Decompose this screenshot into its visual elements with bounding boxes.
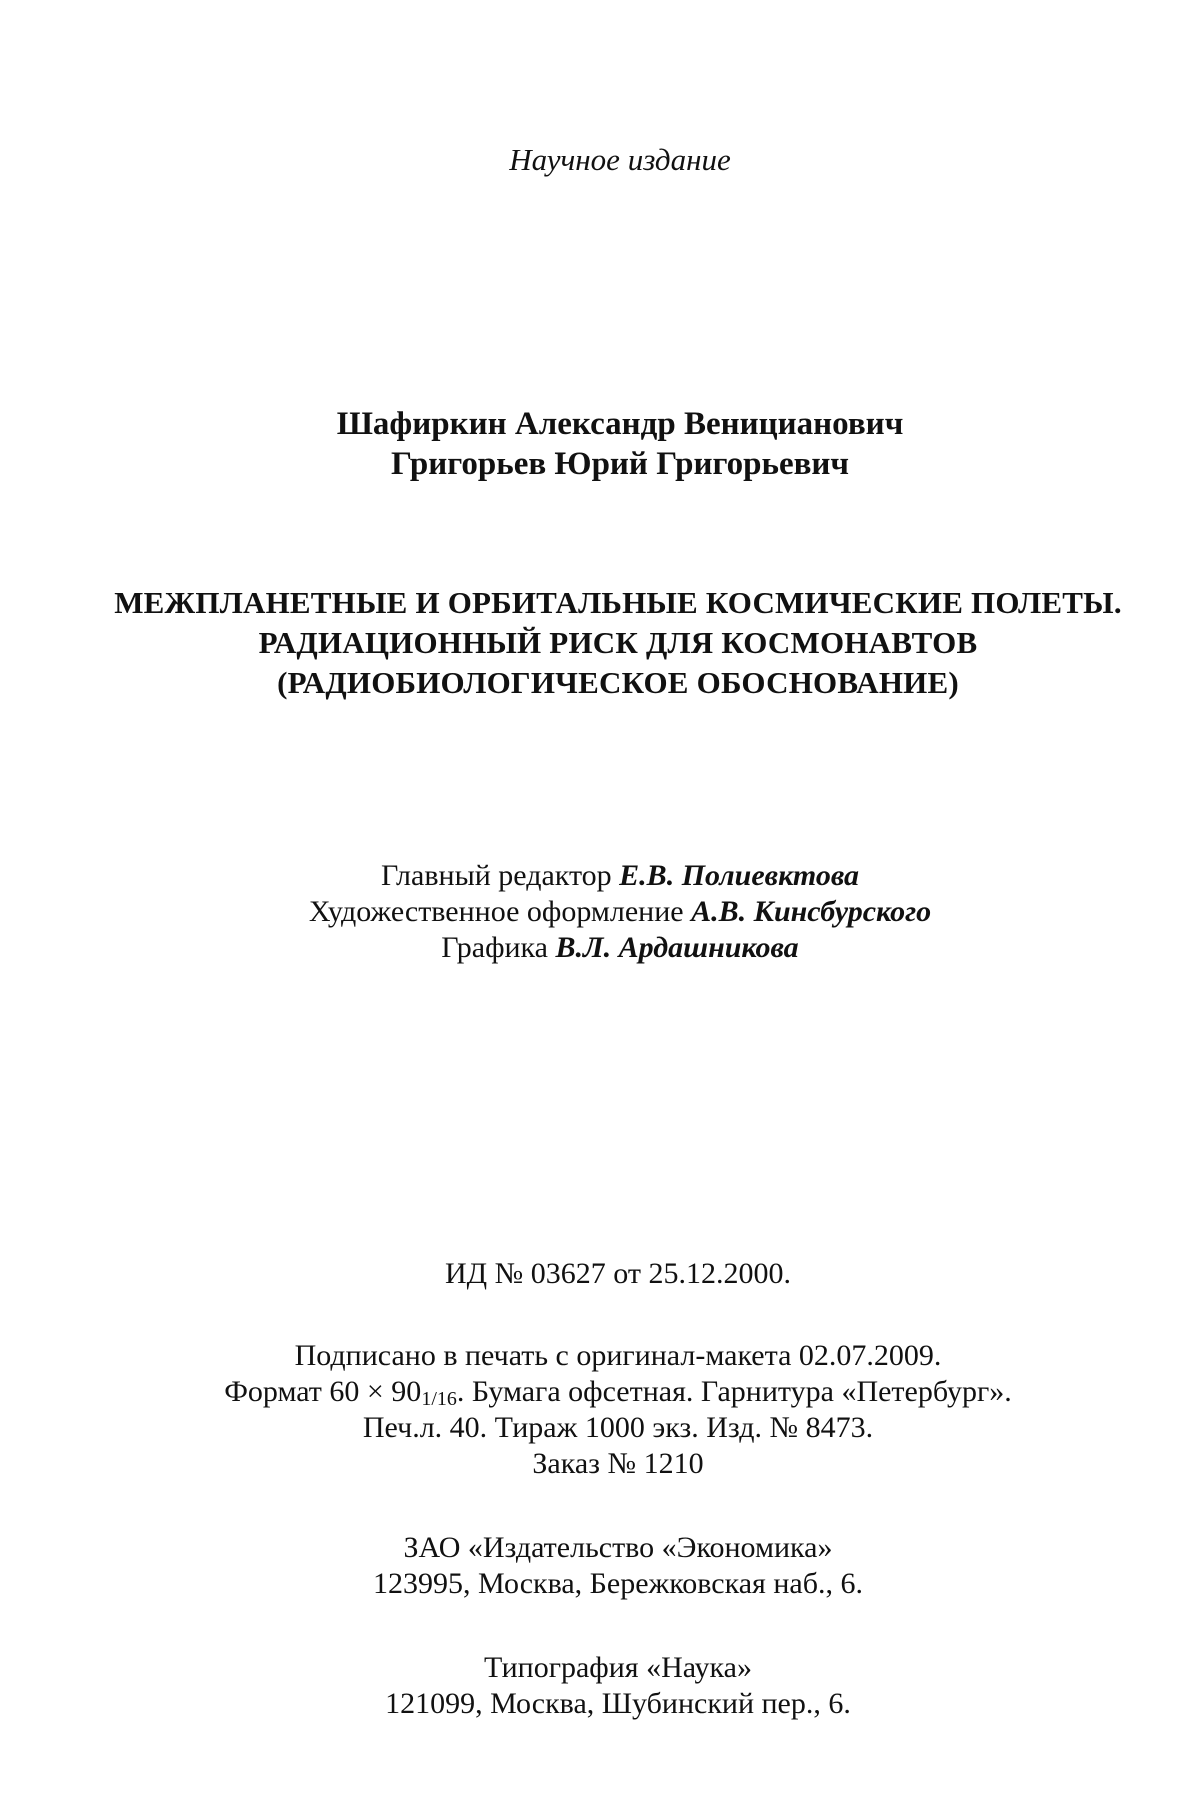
title-line-2: РАДИАЦИОННЫЙ РИСК ДЛЯ КОСМОНАВТОВ [258, 625, 978, 660]
credit-editor [20, 858, 1200, 894]
publisher-name: ЗАО «Издательство «Экономика» [403, 1531, 833, 1564]
publisher-address: 123995, Москва, Бережковская наб., 6. [373, 1567, 863, 1600]
credit-name: Е.В. Полиевктова [619, 859, 860, 892]
credit-name: А.В. Кинсбурского [691, 895, 932, 928]
title-line-3: (РАДИОБИОЛОГИЧЕСКОЕ ОБОСНОВАНИЕ) [277, 665, 959, 700]
printer-address: 121099, Москва, Шубинский пер., 6. [385, 1687, 851, 1720]
signed-for-print: Подписано в печать с оригинал-макета 02.07.2009. [294, 1339, 942, 1372]
credit-name: В.Л. Ардашникова [555, 931, 799, 964]
credit-role: Главный редактор [380, 859, 612, 892]
format-fraction: 1/16 [421, 1388, 457, 1410]
credit-role: Художественное оформление [308, 895, 684, 928]
order-line: Заказ № 1210 [532, 1447, 704, 1480]
author-1: Шафиркин Александр Веницианович [336, 406, 904, 442]
author-2: Григорьев Юрий Григорьевич [390, 446, 850, 482]
format-prefix: Формат 60 × 90 [224, 1375, 422, 1408]
credit-graphics [20, 930, 1200, 966]
sheets-line: Печ.л. 40. Тираж 1000 экз. Изд. № 8473. [362, 1411, 874, 1444]
license-number: ИД № 03627 от 25.12.2000. [445, 1257, 791, 1290]
credit-role: Графика [441, 931, 548, 964]
title-line-1: МЕЖПЛАНЕТНЫЕ И ОРБИТАЛЬНЫЕ КОСМИЧЕСКИЕ ПОЛЕТЫ. [114, 585, 1122, 620]
format-suffix: . Бумага офсетная. Гарнитура «Петербург». [456, 1375, 1012, 1408]
printer-name: Типография «Наука» [484, 1651, 752, 1684]
edition-type: Научное издание [509, 142, 731, 177]
credit-art [20, 894, 1200, 930]
